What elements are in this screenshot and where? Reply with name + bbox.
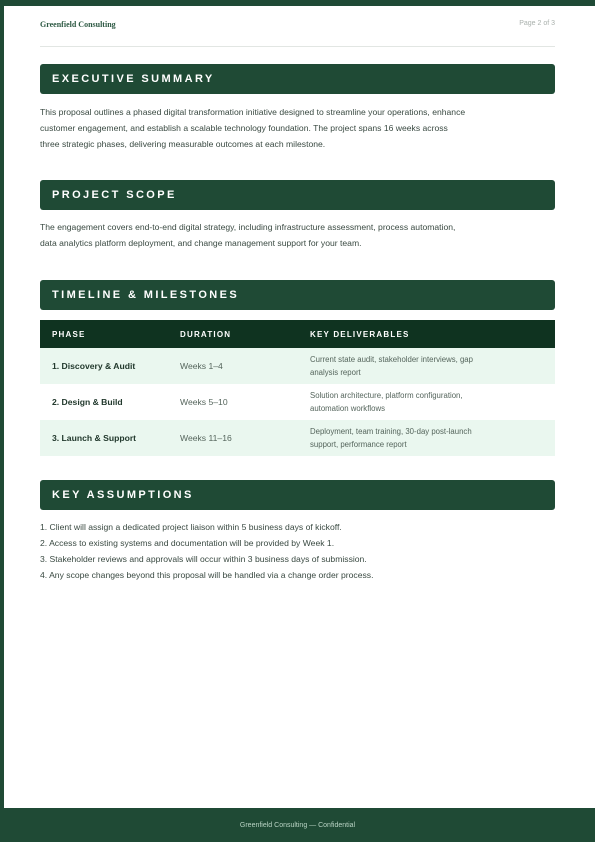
text-line: three strategic phases, delivering measurable outcomes at each milestone. bbox=[40, 139, 326, 149]
deliverables-line: support, performance report bbox=[310, 440, 407, 449]
top-accent-bar bbox=[0, 0, 595, 6]
section-title: EXECUTIVE SUMMARY bbox=[52, 73, 215, 85]
page-header bbox=[40, 20, 555, 47]
section-title: TIMELINE & MILESTONES bbox=[52, 289, 240, 301]
deliverables-cell bbox=[310, 353, 510, 379]
table-row bbox=[40, 384, 555, 420]
footer-text: Greenfield Consulting — Confidential bbox=[239, 821, 356, 829]
deliverables-cell bbox=[310, 425, 510, 451]
deliverables-cell bbox=[310, 389, 510, 415]
page-number: Page 2 of 3 bbox=[519, 20, 555, 27]
text-line: data analytics platform deployment, and change management support for your team. bbox=[40, 238, 362, 248]
list-item: 3. Stakeholder reviews and approvals will occur within 3 business days of submission. bbox=[40, 554, 367, 564]
column-header-duration: DURATION bbox=[180, 329, 232, 339]
brand-name: Greenfield Consulting bbox=[40, 20, 116, 29]
column-header-phase: PHASE bbox=[52, 329, 86, 339]
section-heading-timeline bbox=[40, 280, 555, 310]
text-line: customer engagement, and establish a scalable technology foundation. The project spans 16 weeks across bbox=[40, 123, 448, 133]
deliverables-line: automation workflows bbox=[310, 404, 385, 413]
section-title: KEY ASSUMPTIONS bbox=[52, 489, 194, 501]
left-accent-bar bbox=[0, 0, 4, 842]
table-row bbox=[40, 348, 555, 384]
text-line: The engagement covers end-to-end digital strategy, including infrastructure assessment, process automation, bbox=[40, 222, 456, 232]
table-header-row bbox=[40, 320, 555, 348]
list-item: 1. Client will assign a dedicated project liaison within 5 business days of kickoff. bbox=[40, 522, 342, 532]
text-line: This proposal outlines a phased digital transformation initiative designed to streamline your operations, enhance bbox=[40, 107, 466, 117]
column-header-deliverables: KEY DELIVERABLES bbox=[310, 329, 410, 339]
deliverables-line: Current state audit, stakeholder interviews, gap bbox=[310, 355, 473, 364]
table-row bbox=[40, 420, 555, 456]
duration-cell: Weeks 1–4 bbox=[180, 361, 223, 371]
phase-cell: 1. Discovery & Audit bbox=[52, 361, 136, 371]
deliverables-line: Deployment, team training, 30-day post-launch bbox=[310, 427, 472, 436]
phase-cell: 2. Design & Build bbox=[52, 397, 123, 407]
list-item: 2. Access to existing systems and documentation will be provided by Week 1. bbox=[40, 538, 335, 548]
page-footer bbox=[0, 808, 595, 842]
duration-cell: Weeks 5–10 bbox=[180, 397, 228, 407]
section-heading-project-scope bbox=[40, 180, 555, 210]
assumptions-list bbox=[40, 519, 555, 583]
timeline-table bbox=[40, 320, 555, 456]
project-scope-text bbox=[40, 219, 552, 251]
section-heading-assumptions bbox=[40, 480, 555, 510]
duration-cell: Weeks 11–16 bbox=[180, 433, 232, 443]
deliverables-line: Solution architecture, platform configuration, bbox=[310, 391, 463, 400]
section-heading-executive-summary bbox=[40, 64, 555, 94]
phase-cell: 3. Launch & Support bbox=[52, 433, 137, 443]
deliverables-line: analysis report bbox=[310, 368, 361, 377]
executive-summary-text bbox=[40, 104, 552, 152]
section-title: PROJECT SCOPE bbox=[52, 189, 177, 201]
list-item: 4. Any scope changes beyond this proposal will be handled via a change order process. bbox=[40, 570, 374, 580]
